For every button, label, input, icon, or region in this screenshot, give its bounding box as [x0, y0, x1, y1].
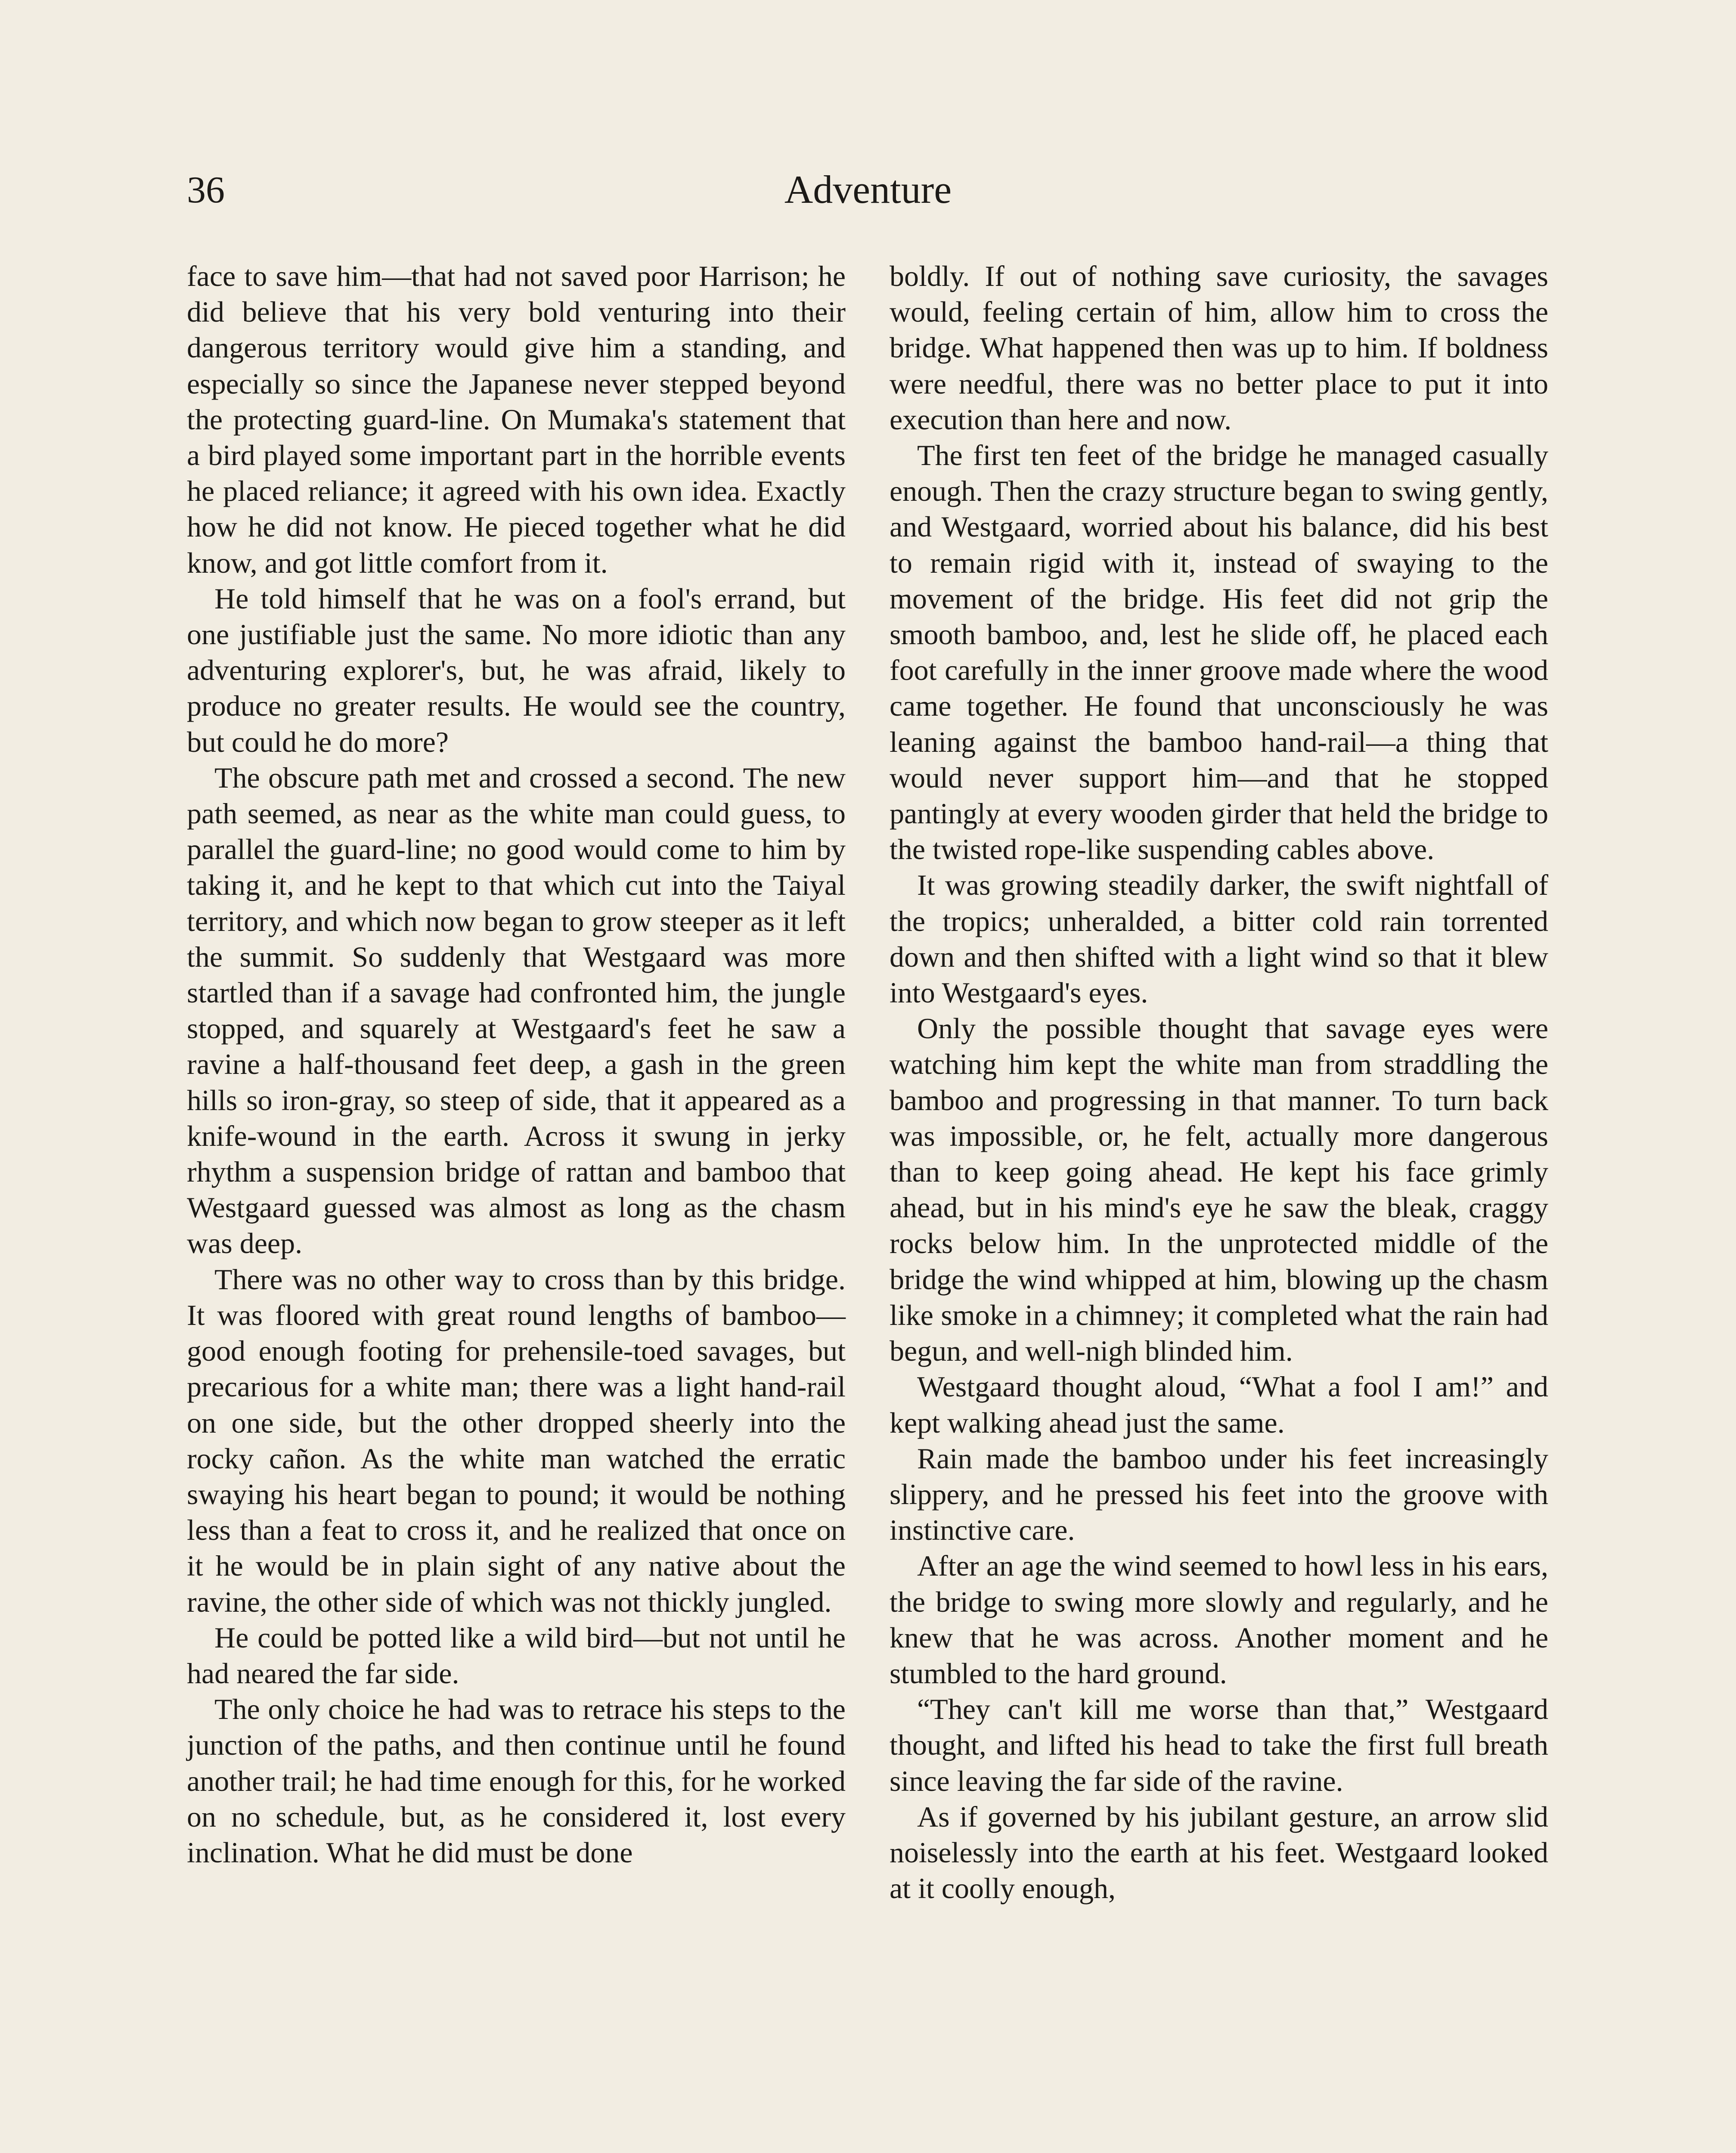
left-column: [187, 258, 846, 2153]
paragraph: After an age the wind seemed to howl less in his ears, the bridge to swing more slowly and regularly, and he knew that he was across. Another moment and he stumbled to the hard ground.: [890, 1549, 1548, 1690]
right-column: [890, 258, 1548, 2153]
paragraph: Westgaard thought aloud, “What a fool I am!” and kept walking ahead just the same.: [890, 1370, 1548, 1439]
paragraph: face to save him—that had not saved poor Harrison; he did believe that his very bold venturing into their dangerous territory would give him a standing, and especially so since the Japanese never stepped beyond the protecting guard-line. On Mumaka's statement that a bird played some important part in the horrible events he placed reliance; it agreed with his own idea. Exactly how he did not know. He pieced together what he did know, and got little comfort from it.: [187, 260, 846, 579]
paragraph: There was no other way to cross than by this bridge. It was floored with great round lengths of bamboo—good enough footing for prehensile-toed savages, but precarious for a white man; there was a light hand-rail on one side, but the other dropped sheerly into the rocky cañon. As the white man watched the erratic swaying his heart began to pound; it would be nothing less than a feat to cross it, and he realized that once on it he would be in plain sight of any native about the ravine, the other side of which was not thickly jungled.: [187, 1263, 846, 1618]
page-number: 36: [187, 169, 225, 211]
paragraph: As if governed by his jubilant gesture, an arrow slid noiselessly into the earth at his feet. Westgaard looked at it coolly enough,: [890, 1800, 1548, 1905]
paragraph: He told himself that he was on a fool's errand, but one justifiable just the same. No more idiotic than any adventuring explorer's, but, he was afraid, likely to produce no greater results. He would see the country, but could he do more?: [187, 582, 846, 758]
paragraph: boldly. If out of nothing save curiosity, the savages would, feeling certain of him, allow him to cross the bridge. What happened then was up to him. If boldness were needful, there was no better place to put it into execution than here and now.: [890, 260, 1548, 436]
paragraph: Only the possible thought that savage eyes were watching him kept the white man from straddling the bamboo and progressing in that manner. To turn back was impossible, or, he felt, actually more dangerous than to keep going ahead. He kept his face grimly ahead, but in his mind's eye he saw the bleak, craggy rocks below him. In the unprotected middle of the bridge the wind whipped at him, blowing up the chasm like smoke in a chimney; it completed what the rain had begun, and well-nigh blinded him.: [890, 1012, 1548, 1368]
paragraph: It was growing steadily darker, the swift nightfall of the tropics; unheralded, a bitter cold rain torrented down and then shifted with a light wind so that it blew into Westgaard's eyes.: [890, 869, 1548, 1009]
paragraph: He could be potted like a wild bird—but not until he had neared the far side.: [187, 1621, 846, 1690]
paragraph: “They can't kill me worse than that,” Westgaard thought, and lifted his head to take the first full breath since leaving the far side of the ravine.: [890, 1693, 1548, 1797]
paragraph: The obscure path met and crossed a second. The new path seemed, as near as the white man could guess, to parallel the guard-line; no good would come to him by taking it, and he kept to that which cut into the Taiyal territory, and which now began to grow steeper as it left the summit. So suddenly that Westgaard was more startled than if a savage had confronted him, the jungle stopped, and squarely at Westgaard's feet he saw a ravine a half-thousand feet deep, a gash in the green hills so iron-gray, so steep of side, that it appeared as a knife-wound in the earth. Across it swung in jerky rhythm a suspension bridge of rattan and bamboo that Westgaard guessed was almost as long as the chasm was deep.: [187, 761, 846, 1260]
running-title: Adventure: [784, 168, 952, 211]
paragraph: The first ten feet of the bridge he managed casually enough. Then the crazy structure began to swing gently, and Westgaard, worried about his balance, did his best to remain rigid with it, instead of swaying to the movement of the bridge. His feet did not grip the smooth bamboo, and, lest he slide off, he placed each foot carefully in the inner groove made where the wood came together. He found that unconsciously he was leaning against the bamboo hand-rail—a thing that would never support him—and that he stopped pantingly at every wooden girder that held the bridge to the twisted rope-like suspending cables above.: [890, 439, 1548, 866]
paragraph: The only choice he had was to retrace his steps to the junction of the paths, and then continue until he found another trail; he had time enough for this, for he worked on no schedule, but, as he considered it, lost every inclination. What he did must be done: [187, 1693, 846, 1869]
paragraph: Rain made the bamboo under his feet increasingly slippery, and he pressed his feet into the groove with instinctive care.: [890, 1442, 1548, 1547]
